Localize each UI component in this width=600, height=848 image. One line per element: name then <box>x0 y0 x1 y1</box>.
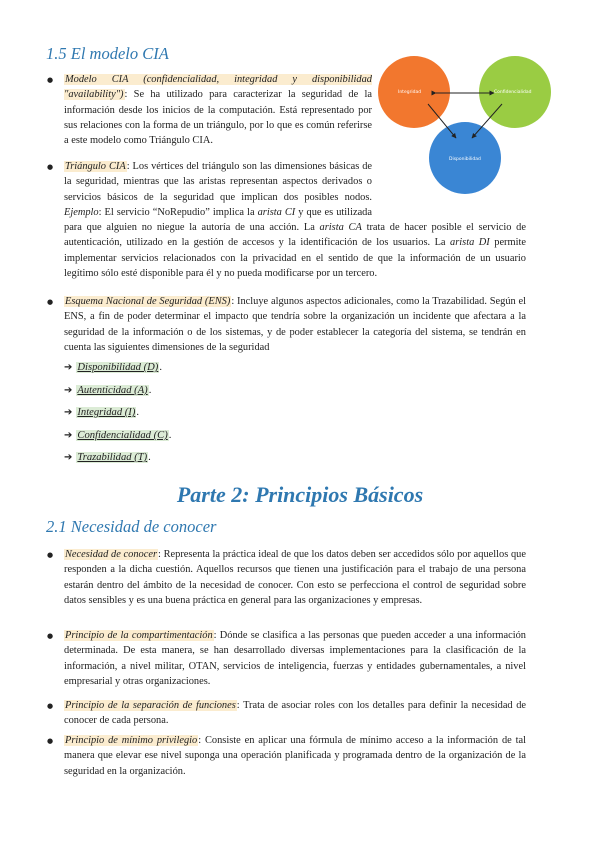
arista-di-label: arista DI <box>450 237 490 249</box>
bullet-dot: ● <box>47 632 54 640</box>
dimension-link[interactable]: Confidencialidad (C) <box>77 430 168 441</box>
disponibilidad-label: Disponibilidad <box>449 157 481 162</box>
item-text: : Representa la práctica ideal de que los datos deben ser accedidos sólo por aquellos que responden a la dicha cuestión. Aquellos recursos que tienen una justificación para el trabajo de una persona estarán dentro del ámbito de la necesidad de conocer. Con esto se perfecciona el control de seguridad sobre datos sensibles y es una buena práctica en general para las organizaciones y empresas. <box>64 549 526 606</box>
arrow-right-icon: ➔ <box>64 407 73 418</box>
dimension-item: ➔ Trazabilidad (T). <box>64 452 151 463</box>
part-title: Parte 2: Principios Básicos <box>176 482 424 507</box>
item-text: : Los vértices del triángulo son las dimensiones básicas de la seguridad, mientras que las aristas representan aspectos derivados o servicios básicos de la seguridad que implican dos posibles nodos. <box>64 161 373 203</box>
item-text: trata de hacer posible el servicio de autenticación, utilizado en la gestión de accesos y la identificación de los usuarios. La <box>64 222 526 249</box>
term-necesidad-conocer: Necesidad de conocer <box>65 549 157 560</box>
term-minimo-privilegio: Principio de mínimo privilegio <box>65 735 198 746</box>
dimension-item: ➔ Autenticidad (A). <box>64 385 152 396</box>
dimension-link[interactable]: Integridad (I) <box>77 407 136 418</box>
list-item-ens <box>64 294 526 355</box>
arrow-right-icon: ➔ <box>64 452 73 463</box>
dimension-link[interactable]: Autenticidad (A) <box>77 385 148 396</box>
list-item-necesidad-conocer <box>64 547 526 608</box>
item-text: : Dónde se clasifica a las personas que pueden acceder a una información determinada. De esta manera, se han desarrollado diversas implementaciones para la clasificación de la información, a nivel militar, OTAN, servicios de inteligencia, fuerzas y entidades gubernamentales, a nivel empresarial y otras organizaciones. <box>64 630 526 687</box>
list-item-minimo-privilegio <box>64 733 526 779</box>
ejemplo-label: Ejemplo <box>64 206 99 218</box>
section-heading-2-1: 2.1 Necesidad de conocer <box>46 517 217 536</box>
term-triangulo-cia: Triángulo CIA <box>65 161 126 172</box>
dimension-item: ➔ Confidencialidad (C). <box>64 430 172 441</box>
bullet-dot: ● <box>47 702 54 710</box>
arrow-right-icon: ➔ <box>64 385 73 396</box>
item-text: : Se ha utilizado para caracterizar la seguridad de la información desde los inicios de la computación. Está representado por sus relaciones con la forma de un triángulo, por lo que es común referirse a este modelo como Triángulo CIA. <box>64 89 372 147</box>
dimension-link[interactable]: Trazabilidad (T) <box>77 452 148 463</box>
bullet-dot: ● <box>47 551 54 559</box>
arista-ci-label: arista CI <box>257 206 296 218</box>
bullet-dot: ● <box>47 163 54 171</box>
bullet-dot: ● <box>47 298 54 306</box>
item-text: : Trata de asociar roles con los detalles para definir la necesidad de conocer de cada persona. <box>64 700 527 727</box>
term-modelo-cia: Modelo CIA (confidencialidad, integridad y disponibilidad "availability") <box>64 74 372 101</box>
dimension-link[interactable]: Disponibilidad (D) <box>77 362 159 373</box>
bullet-dot: ● <box>47 76 54 84</box>
list-item-triangulo-cia <box>64 159 526 281</box>
item-text: : Consiste en aplicar una fórmula de mínimo acceso a la información de tal manera que elevar ese nivel suponga una operación planificada y programada dentro de la organización de la seguridad en la organización. <box>64 735 526 777</box>
item-text: : El servicio “NoRepudio” implica la <box>98 206 258 218</box>
dimension-item: ➔ Disponibilidad (D). <box>64 362 162 373</box>
arista-ca-label: arista CA <box>319 222 362 234</box>
arrow-right-icon: ➔ <box>64 430 73 441</box>
dimension-item: ➔ Integridad (I). <box>64 407 140 418</box>
confidencialidad-label: Confidencialidad <box>494 90 532 95</box>
list-item-modelo-cia <box>64 72 372 148</box>
integridad-label: Integridad <box>398 90 422 95</box>
section-heading-1-5: 1.5 El modelo CIA <box>46 44 169 63</box>
term-separacion-funciones: Principio de la separación de funciones <box>65 700 236 711</box>
bullet-dot: ● <box>47 737 54 745</box>
term-ens: Esquema Nacional de Seguridad (ENS) <box>65 296 231 307</box>
arrow-right-icon: ➔ <box>64 362 73 373</box>
list-item-separacion-funciones <box>64 698 526 729</box>
item-text: permite implementar servicios relacionados con la privacidad en el sentido de que la información de un usuario legítimo sólo esté disponible para él y no pueda modificarse por un tercero. <box>64 237 526 280</box>
diagram-spacer <box>372 159 526 208</box>
item-text: y que es utilizada para que alguien no niegue la autoría de una acción. La <box>64 206 372 234</box>
list-item-compartimentacion <box>64 628 526 689</box>
term-compartimentacion: Principio de la compartimentación <box>65 630 213 641</box>
item-text: : Incluye algunos aspectos adicionales, como la Trazabilidad. Según el ENS, a fin de poder determinar el impacto que tendría sobre la organización un incidente que afectara a la seguridad de la información o de los sistemas, y de poder establecer la categoría del sistema, se tendrán en cuenta las siguientes dimensiones de la seguridad <box>64 296 527 353</box>
